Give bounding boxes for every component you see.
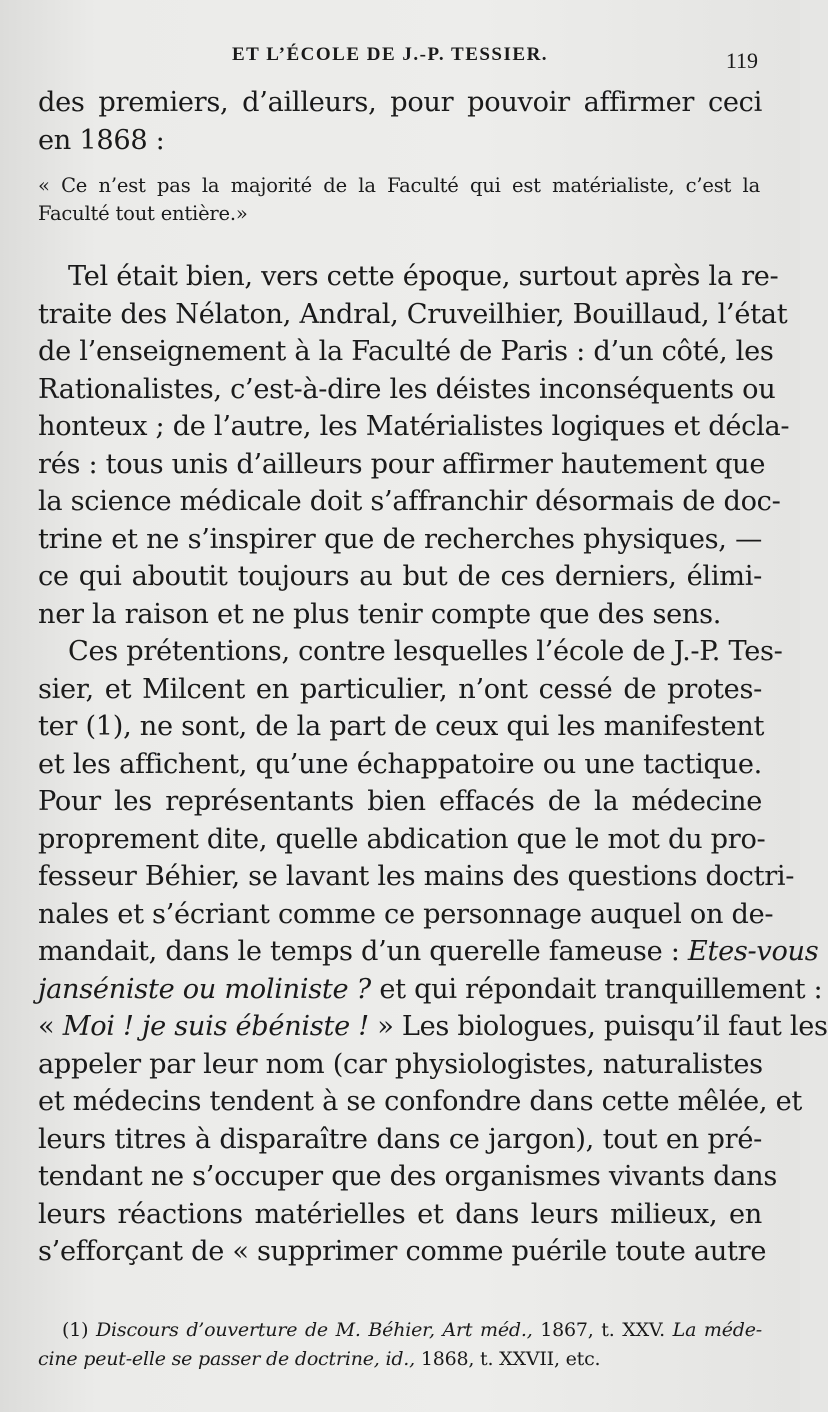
- opening-text: [38, 84, 762, 159]
- text-segment: «: [38, 1011, 55, 1042]
- text-line: et médecins tendent à se confondre dans cette mêlée, et: [38, 1086, 803, 1117]
- text-segment: 1868, t. XXVII, etc.: [420, 1348, 601, 1370]
- text-line: appeler par leur nom (car physiologistes, naturalistes: [38, 1048, 763, 1080]
- italic-segment: La méde-: [672, 1319, 762, 1341]
- text-line: fesseur Béhier, se lavant les mains des questions doctri-: [38, 861, 795, 892]
- text-line: ner la raison et ne plus tenir compte que des sens.: [38, 598, 722, 630]
- page-number: 119: [725, 48, 758, 73]
- text-line: honteux ; de l’autre, les Matérialistes logiques et décla-: [38, 411, 790, 442]
- text-line: de l’enseignement à la Faculté de Paris : d’un côté, les: [38, 336, 774, 367]
- italic-segment: Moi ! je suis ébéniste !: [62, 1011, 369, 1042]
- text-line: rés : tous unis d’ailleurs pour affirmer hautement que: [38, 448, 766, 480]
- running-title: ET L’ÉCOLE DE J.-P. TESSIER.: [232, 44, 549, 65]
- block-quote: [38, 172, 760, 228]
- text-line: leurs titres à disparaître dans ce jargon), tout en pré-: [38, 1123, 762, 1155]
- paragraph-1: [38, 258, 790, 633]
- text-line: s’efforçant de « supprimer comme puérile toute autre: [38, 1236, 767, 1267]
- text-line: ter (1), ne sont, de la part de ceux qui les manifestent: [38, 711, 765, 742]
- text-line: nales et s’écriant comme ce personnage auquel on de-: [38, 898, 774, 930]
- footnote: [38, 1316, 762, 1374]
- text-line: [38, 1008, 828, 1046]
- text-line: ce qui aboutit toujours au but de ces derniers, élimi-: [38, 561, 762, 592]
- footnote-line: [38, 1316, 762, 1345]
- italic-segment: Discours d’ouverture de M. Béhier, Art méd.,: [96, 1319, 533, 1341]
- italic-segment: janséniste ou moliniste ?: [38, 973, 371, 1005]
- text-line: trine et ne s’inspirer que de recherches physiques, —: [38, 523, 762, 555]
- quote-line: « Ce n’est pas la majorité de la Faculté qui est matérialiste, c’est la: [38, 174, 760, 197]
- text-line: leurs réactions matérielles et dans leurs milieux, en: [38, 1198, 762, 1230]
- text-segment: mandait, dans le temps d’un querelle fameuse :: [38, 936, 680, 967]
- text-line: [38, 971, 823, 1009]
- text-line: proprement dite, quelle abdication que le mot du pro-: [38, 823, 766, 855]
- footnote-marker: (1): [62, 1319, 89, 1341]
- text-line: Pour les représentants bien effacés de la médecine: [38, 786, 762, 817]
- italic-segment: Etes-vous: [687, 936, 819, 967]
- text-segment: et qui répondait tranquillement :: [379, 973, 823, 1005]
- text-line: [38, 933, 819, 971]
- text-line: des premiers, d’ailleurs, pour pouvoir affirmer ceci: [38, 87, 762, 118]
- paragraph-2: [38, 633, 828, 1271]
- text-line: traite des Nélaton, Andral, Cruveilhier, Bouillaud, l’état: [38, 298, 788, 330]
- footnote-line: [38, 1345, 762, 1374]
- text-line: sier, et Milcent en particulier, n’ont cessé de protes-: [38, 673, 762, 705]
- text-line: Tel était bien, vers cette époque, surtout après la re-: [68, 261, 779, 292]
- text-line: Ces prétentions, contre lesquelles l’école de J.-P. Tes-: [68, 636, 783, 667]
- text-line: en 1868 :: [38, 124, 165, 156]
- text-segment: 1867, t. XXV.: [540, 1319, 665, 1341]
- italic-segment: cine peut-elle se passer de doctrine, id.,: [38, 1348, 415, 1370]
- text-line: Rationalistes, c’est-à-dire les déistes inconséquents ou: [38, 373, 776, 405]
- text-line: tendant ne s’occuper que des organismes vivants dans: [38, 1161, 777, 1192]
- running-head: [0, 40, 800, 80]
- text-segment: » Les biologues, puisqu’il faut les: [377, 1011, 828, 1042]
- text-line: et les affichent, qu’une échappatoire ou une tactique.: [38, 748, 762, 780]
- text-line: la science médicale doit s’affranchir désormais de doc-: [38, 486, 781, 517]
- quote-line: Faculté tout entière.»: [38, 202, 248, 225]
